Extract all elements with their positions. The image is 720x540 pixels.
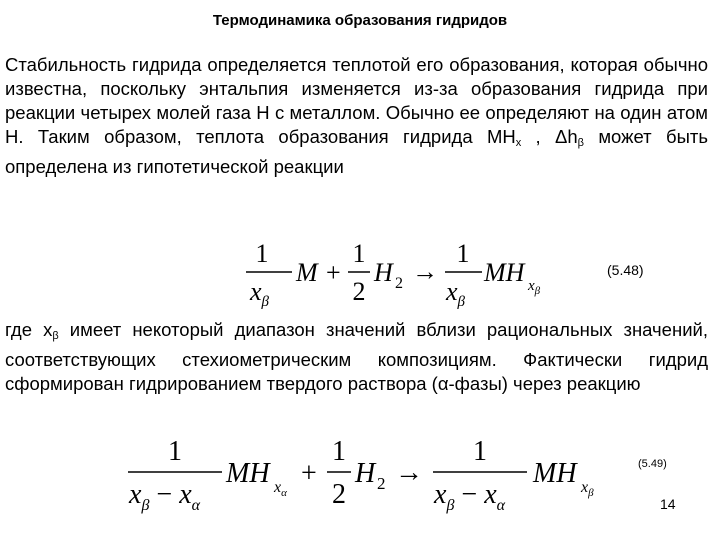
eq1-numerator-3: 1 bbox=[456, 239, 470, 268]
page-number: 14 bbox=[660, 496, 676, 512]
slide-title: Термодинамика образования гидридов bbox=[212, 12, 508, 29]
paragraph1-sub-x: x bbox=[515, 137, 522, 149]
eq2-denominator-2: 2 bbox=[332, 479, 346, 510]
eq1-M: M bbox=[296, 258, 318, 287]
paragraph2-sub-beta: β bbox=[52, 330, 59, 342]
eq2-denominator-1: $x_\beta - x_\alpha$ bbox=[129, 479, 201, 514]
equation-5-48 bbox=[240, 232, 570, 310]
eq2-plus: + bbox=[301, 458, 317, 489]
eq2-numerator-1: 1 bbox=[168, 436, 182, 467]
eq2-arrow: → bbox=[395, 457, 423, 488]
eq2-numerator-3: 1 bbox=[473, 436, 487, 467]
equation-number-5-48: (5.48) bbox=[607, 262, 644, 278]
eq2-MH-sub: $x_\alpha$ bbox=[274, 479, 287, 499]
paragraph-x-beta bbox=[5, 318, 708, 396]
eq1-plus: + bbox=[326, 258, 341, 287]
eq1-MH: MH bbox=[484, 258, 525, 287]
eq2-MH: MH bbox=[226, 458, 270, 489]
paragraph-stability bbox=[5, 53, 708, 179]
eq1-numerator-1: 1 bbox=[255, 239, 269, 268]
eq1-denominator-x-2: $x_\beta$ bbox=[446, 277, 466, 310]
eq1-MH-sub: $x_\beta$ bbox=[528, 278, 541, 297]
paragraph1-sub-beta: β bbox=[577, 137, 584, 149]
paragraph2-text2: имеет некоторый диапазон значений вблизи рациональных значений, соответствующих стехиометрическим композициям. Фактически гидрид сформирован гидрированием твердого раствора (α-фазы) через реакцию bbox=[5, 319, 708, 394]
eq2-H-sub: 2 bbox=[377, 474, 386, 493]
equation-number-5-49: (5.49) bbox=[638, 458, 667, 470]
paragraph1-mid: , Δh bbox=[521, 126, 578, 147]
eq1-H-sub: 2 bbox=[395, 275, 403, 292]
eq2-denominator-3: $x_\beta - x_\alpha$ bbox=[434, 479, 506, 514]
paragraph1-tail: может быть определена из гипотетической реакции bbox=[5, 126, 708, 177]
paragraph1-text: Стабильность гидрида определяется теплотой его образования, которая обычно известна, поскольку энтальпия изменяется из-за образования гидрида при реакции четырех молей газа Н с металлом. Обычно ее определяют на один атом Н. Таким образом, теплота образования гидрида МН bbox=[5, 54, 708, 147]
equation-5-49 bbox=[125, 428, 615, 520]
paragraph2-text1: где x bbox=[5, 319, 53, 340]
eq2-MH-right-sub: $x_\beta$ bbox=[581, 479, 594, 499]
eq1-H: H bbox=[374, 258, 393, 287]
eq2-H: H bbox=[355, 458, 376, 489]
eq2-MH-right: MH bbox=[533, 458, 577, 489]
eq2-numerator-half: 1 bbox=[332, 436, 346, 467]
eq1-denominator-x: $x_\beta$ bbox=[250, 277, 270, 310]
eq1-arrow: → bbox=[412, 257, 438, 286]
eq1-denominator-2: 2 bbox=[352, 277, 366, 306]
eq1-numerator-half: 1 bbox=[352, 239, 366, 268]
